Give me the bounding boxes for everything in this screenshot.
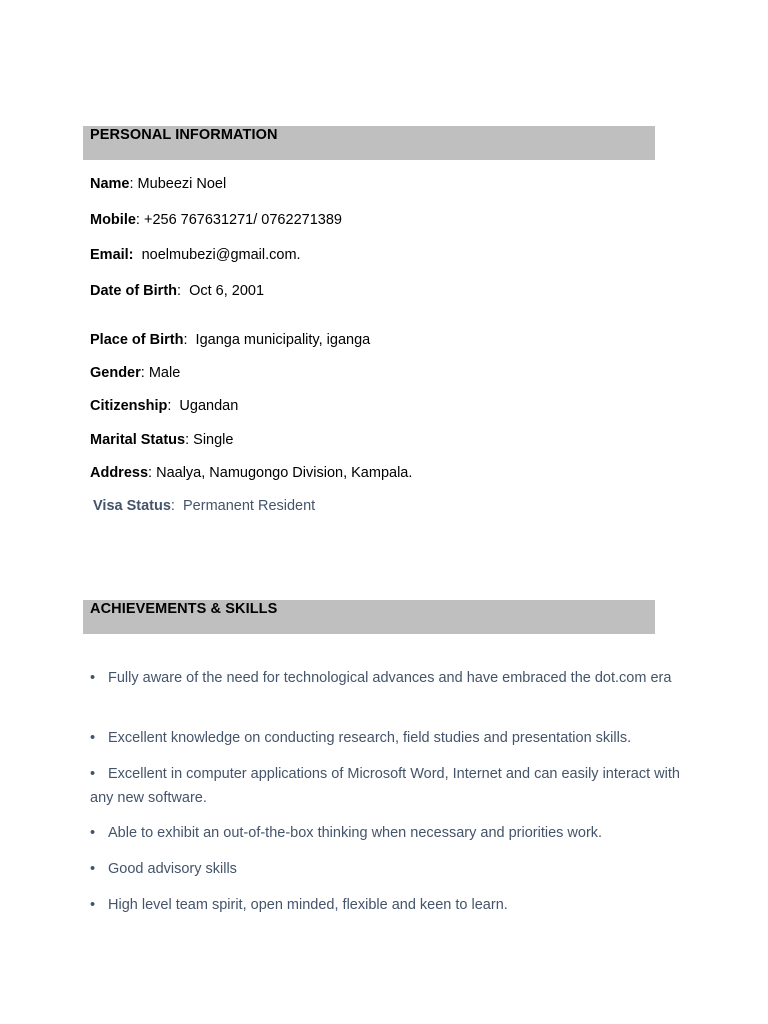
field-email (90, 246, 301, 264)
field-dob-label: Date of Birth (90, 283, 177, 299)
skills-header-bar (83, 600, 655, 634)
field-name: Name: Mubeezi Noel (90, 176, 227, 192)
bullet-icon: • (90, 825, 96, 841)
skill-text: Excellent knowledge on conducting research, field studies and presentation skills. (108, 730, 632, 746)
field-date-of-birth: Date of Birth: Oct 6, 2001 (90, 283, 265, 299)
field-mobile: Mobile: +256 767631271/ 0762271389 (90, 212, 342, 228)
field-email-value: noelmubezi@gmail.com. (133, 247, 301, 263)
field-visa-status: Visa Status: Permanent Resident (93, 498, 316, 514)
bullet-icon: • (90, 861, 96, 877)
skills-title: ACHIEVEMENTS & SKILLS (90, 601, 278, 617)
list-item (90, 858, 680, 882)
personal-info-header-bar (83, 126, 655, 160)
field-address: Address: Naalya, Namugongo Division, Kampala. (90, 465, 413, 481)
personal-info-title: PERSONAL INFORMATION (90, 127, 278, 143)
list-item (90, 763, 680, 810)
field-address-label: Address (90, 465, 149, 481)
field-place-of-birth: Place of Birth: Iganga municipality, iganga (90, 332, 371, 348)
field-citizenship-label: Citizenship (90, 398, 168, 414)
field-dob-value: Oct 6, 2001 (181, 283, 265, 299)
field-gender-label: Gender (90, 365, 141, 381)
field-mobile-value: +256 767631271/ 0762271389 (139, 212, 342, 228)
bullet-icon: • (90, 670, 96, 686)
bullet-icon: • (90, 730, 96, 746)
list-item (90, 894, 680, 918)
bullet-icon: • (90, 897, 96, 913)
skill-text: Excellent in computer applications of Microsoft Word, Internet and can easily interact with any new software. (90, 766, 680, 806)
field-pob-label: Place of Birth (90, 332, 184, 348)
list-item (90, 822, 680, 846)
field-name-label: Name (90, 176, 130, 192)
skill-text: Able to exhibit an out-of-the-box thinking when necessary and priorities work. (108, 825, 603, 841)
field-marital-label: Marital Status (90, 432, 186, 448)
field-marital-value: Single (189, 432, 234, 448)
field-marital-status: Marital Status: Single (90, 432, 234, 448)
bullet-icon: • (90, 766, 96, 782)
skill-text: Good advisory skills (108, 861, 237, 877)
field-mobile-label: Mobile (90, 212, 136, 228)
field-name-value: Mubeezi Noel (133, 176, 227, 192)
field-email-label: Email: (90, 247, 134, 263)
field-gender: Gender: Male (90, 365, 181, 381)
list-item (90, 727, 680, 751)
field-citizenship-value: Ugandan (171, 398, 239, 414)
field-gender-value: Male (144, 365, 181, 381)
field-address-value: Naalya, Namugongo Division, Kampala. (152, 465, 413, 481)
skill-text: High level team spirit, open minded, flexible and keen to learn. (108, 897, 508, 913)
field-visa-value: Permanent Resident (174, 498, 316, 514)
field-visa-label: Visa Status (93, 498, 171, 514)
field-citizenship: Citizenship: Ugandan (90, 398, 239, 414)
skill-text: Fully aware of the need for technological advances and have embraced the dot.com era (108, 670, 672, 686)
list-item (90, 667, 680, 691)
field-pob-value: Iganga municipality, iganga (187, 332, 371, 348)
